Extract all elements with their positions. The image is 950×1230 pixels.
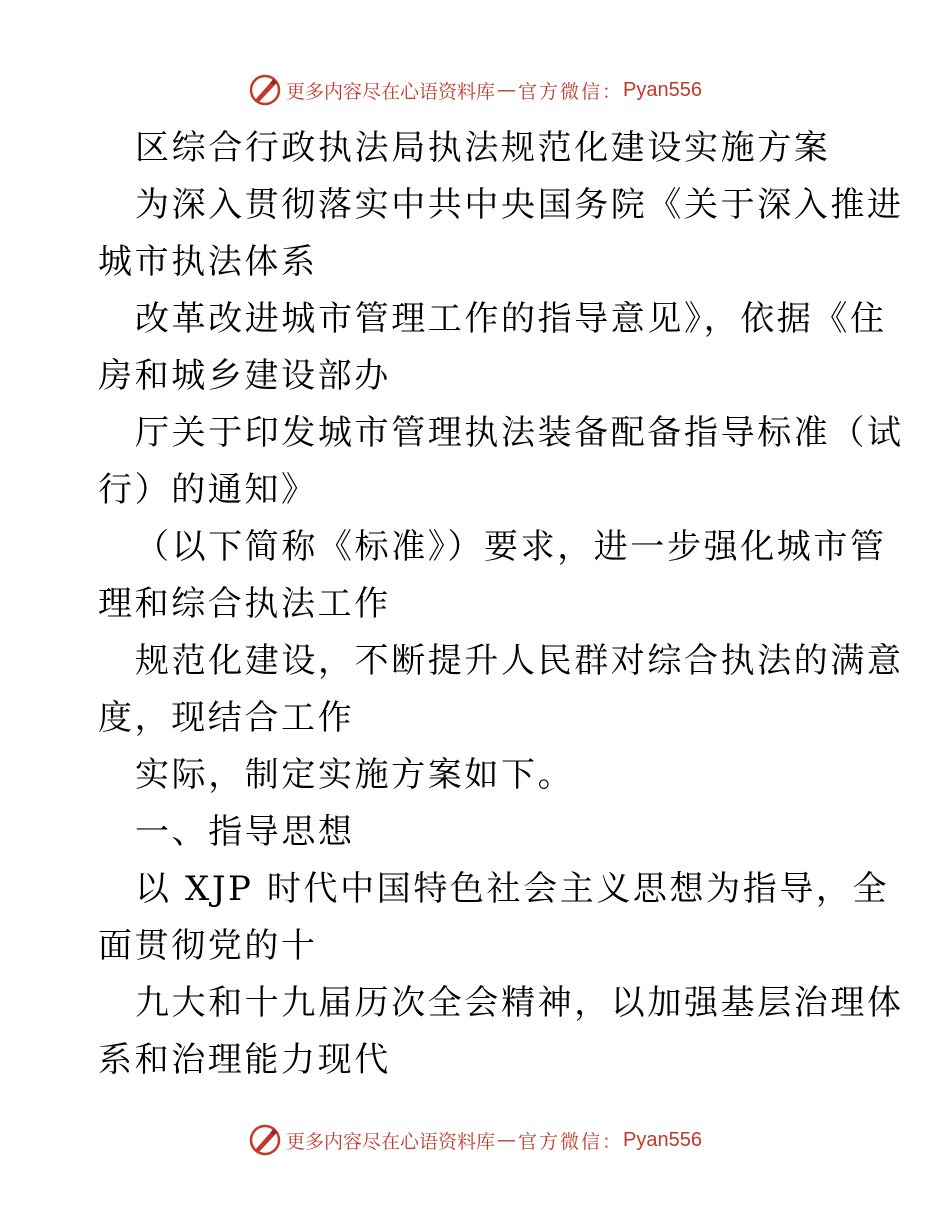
document-line: 改革改进城市管理工作的指导意见》，依据《住 bbox=[135, 299, 887, 339]
pen-logo-icon bbox=[248, 73, 282, 107]
document-line: 九大和十九届历次全会精神，以加强基层治理体 bbox=[135, 983, 904, 1023]
footer-banner bbox=[0, 1120, 950, 1160]
document-line: 为深入贯彻落实中共中央国务院《关于深入推进 bbox=[135, 185, 904, 225]
banner-handle: Pyan556 bbox=[623, 1128, 702, 1151]
document-line: 厅关于印发城市管理执法装备配备指导标准（试 bbox=[135, 413, 904, 453]
document-line: 规范化建设，不断提升人民群对综合执法的满意 bbox=[135, 641, 904, 681]
document-line: 区综合行政执法局执法规范化建设实施方案 bbox=[135, 128, 831, 168]
banner-wechat-label: 官方微信： bbox=[518, 1130, 624, 1153]
banner-main-text: 更多内容尽在心语资料库 bbox=[286, 80, 496, 103]
banner-wechat-label: 官方微信： bbox=[518, 80, 624, 103]
document-line: 行）的通知》 bbox=[98, 470, 318, 510]
document-line: 面贯彻党的十 bbox=[98, 926, 318, 966]
document-line: 房和城乡建设部办 bbox=[98, 356, 391, 396]
banner-dash: — bbox=[497, 1129, 517, 1151]
document-body bbox=[98, 120, 904, 1089]
document-line: 城市执法体系 bbox=[98, 242, 318, 282]
header-banner bbox=[0, 70, 950, 110]
document-line: 系和治理能力现代 bbox=[98, 1040, 391, 1080]
pen-logo-icon bbox=[248, 1123, 282, 1157]
banner-handle: Pyan556 bbox=[623, 78, 702, 101]
banner-main-text: 更多内容尽在心语资料库 bbox=[286, 1130, 496, 1153]
document-line: 以 XJP 时代中国特色社会主义思想为指导，全 bbox=[135, 869, 890, 909]
banner-dash: — bbox=[497, 79, 517, 101]
document-line: 一、指导思想 bbox=[135, 812, 355, 852]
document-line: 理和综合执法工作 bbox=[98, 584, 391, 624]
document-line: （以下简称《标准》）要求，进一步强化城市管 bbox=[135, 527, 887, 567]
document-line: 度，现结合工作 bbox=[98, 698, 355, 738]
document-line: 实际，制定实施方案如下。 bbox=[135, 755, 575, 795]
